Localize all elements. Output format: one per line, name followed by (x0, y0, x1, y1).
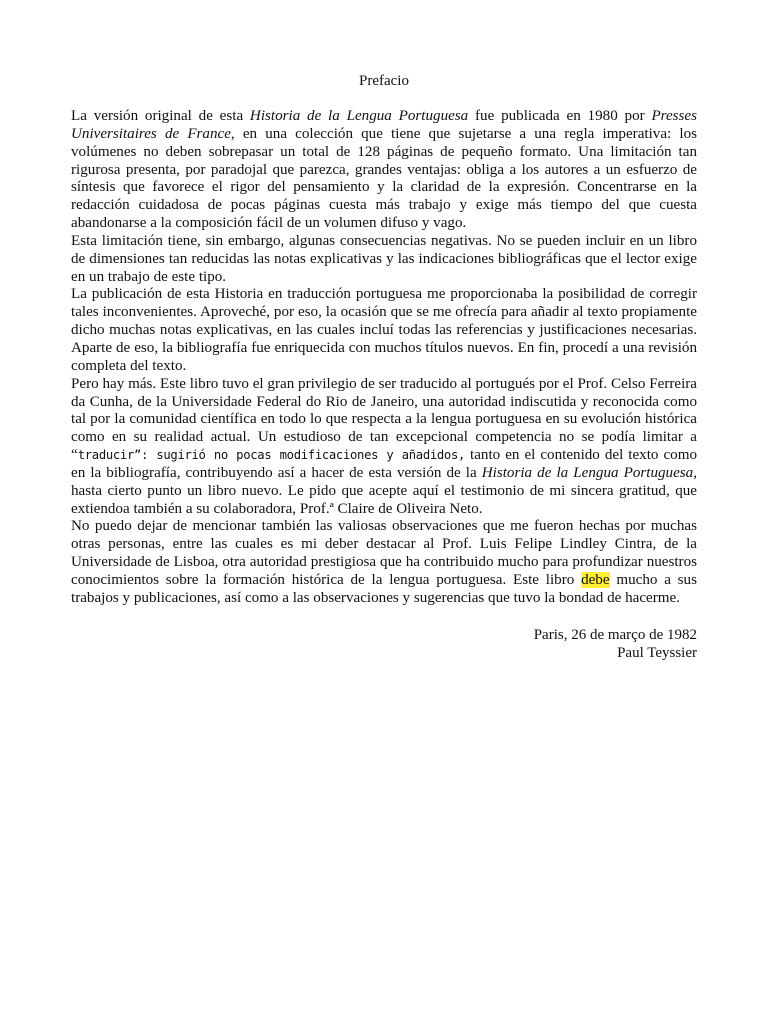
highlighted-word: debe (581, 571, 610, 588)
signature-place-date: Paris, 26 de março de 1982 (533, 627, 697, 643)
publisher-name: Presses Universitaires de France (71, 108, 697, 142)
paragraph-2: Esta limitación tiene, sin embargo, algunas consecuencias negativas. No se pueden incluir en un libro de dimensiones tan reducidas las notas explicativas y las indicaciones bibliográficas que el lector exige en un trabajo de este tipo. (71, 232, 697, 285)
paragraph-text: No puedo dejar de mencionar también las valiosas observaciones que me fueron hechas por muchas otras personas, entre las cuales es mi deber destacar al Prof. Luis Felipe Lindley Cintra, de la Universidade de Lisboa, otra autoridad prestigiosa que ha contribuido mucho para profundizar nuestros conocimientos sobre la formación histórica de la lengua portuguesa. Este libro (71, 518, 697, 588)
paragraph-text: La versión original de esta (71, 108, 250, 124)
paragraph-text: mucho a sus trabajos y publicaciones, así como a las observaciones y sugerencias que tuvo la bondad de hacerme. (71, 571, 697, 606)
signature-author: Paul Teyssier (617, 644, 697, 661)
signature-block (534, 627, 697, 663)
paragraph-5 (71, 518, 697, 607)
book-title: Historia de la Lengua Portuguesa (481, 464, 694, 481)
monospace-inserted-text: traducir”: sugirió no pocas modificaciones y añadidos, (77, 448, 466, 463)
page-title: Prefacio (359, 73, 409, 89)
paragraph-text: , hasta cierto punto un libro nuevo. Le pido que acepte aquí el testimonio de mi sincera gratitud, que extiendoa también a su colaboradora, Prof.ª Claire de Oliveira Neto. (71, 464, 698, 517)
paragraph-text: fue publicada en 1980 por (468, 108, 652, 124)
paragraph-4 (71, 376, 697, 519)
paragraph-text: , en una colección que tiene que sujetarse a una regla imperativa: los volúmenes no deben sobrepasar un total de 128 páginas de pequeño formato. Una limitación tan rigurosa presenta, por paradojal que parezca, grandes ventajas: obliga a los autores a un esfuerzo de síntesis que favorece el rigor del pensamiento y la claridad de la expresión. Concentrarse en la redacción cuidadosa de pocas páginas cuesta más trabajo y exige más tiempo del que cuesta abandonarse a la composición fácil de un volumen difuso y vago. (71, 125, 697, 232)
paragraph-1 (71, 108, 697, 233)
document-body (71, 108, 697, 608)
book-title: Historia de la Lengua Portuguesa (249, 108, 469, 124)
paragraph-text: tanto en el contenido del texto como en la bibliografía, contribuyendo así a hacer de esta versión de la (71, 447, 697, 481)
paragraph-text: Pero hay más. Este libro tuvo el gran privilegio de ser traducido al portugués por el Prof. Celso Ferreira da Cunha, de la Universidade Federal do Rio de Janeiro, una autoridad indiscutida y reconocida como tal por la comunidad científica en todo lo que respecta a la lengua portuguesa en su evolución histórica como en su realidad actual. Un estudioso de tan excepcional competencia no se podía limitar a “ (71, 375, 697, 464)
paragraph-3: La publicación de esta Historia en traducción portuguesa me proporcionaba la posibilidad de corregir tales inconvenientes. Aproveché, por eso, la ocasión que se me ofrecía para añadir al texto propiamente dicho muchas notas explicativas, en las cuales incluí todas las referencias y justificaciones necesarias. Aparte de eso, la bibliografía fue enriquecida con muchos títulos nuevos. En fin, procedí a una revisión completa del texto. (71, 286, 697, 374)
